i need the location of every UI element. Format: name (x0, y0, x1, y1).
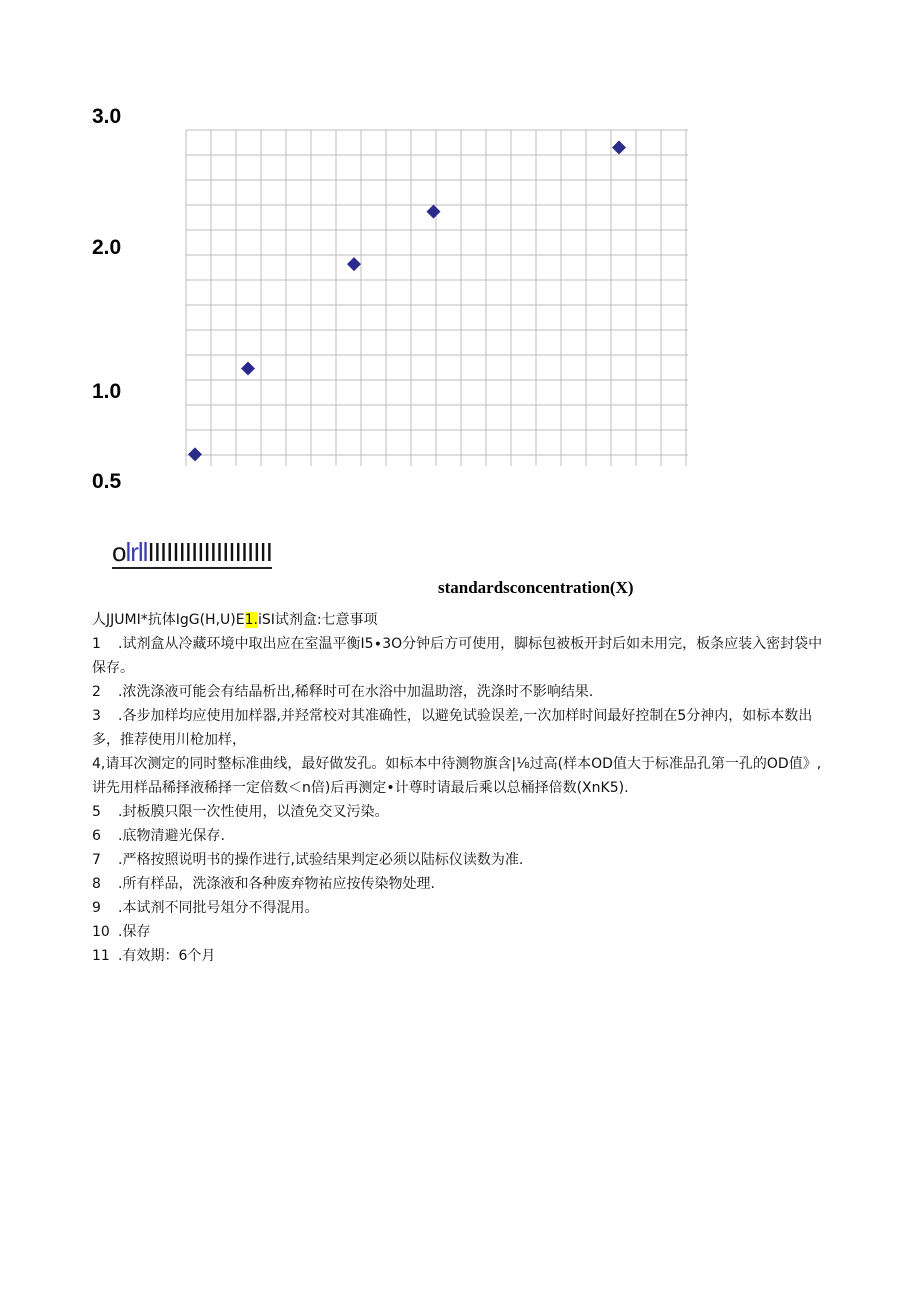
data-point-marker (612, 140, 626, 154)
notes-title-highlight: 1. (244, 612, 258, 628)
note-number: 10 (92, 924, 110, 940)
note-text: .各步加样均应使用加样器,并羟常校对其准确性，以避免试验误差,一次加样时间最好控制在5分神内，如标本数出多，推荐使用川枪加样， (92, 708, 813, 748)
data-point-marker (188, 447, 202, 461)
note-number: 11 (92, 948, 110, 964)
note-text: .浓洗涤液可能会有结晶析出,稀释时可在水浴中加温助溶，洗涤时不影响结果. (118, 684, 594, 700)
data-points (188, 140, 626, 461)
ruler-rest: IIIIIIIIIIIIIIIIIIII (147, 537, 272, 567)
note-text: .试剂盒从冷藏环境中取出应在室温平衡I5∙3O分钟后方可使用，脚标包被板开封后如未用完，板条应装入密封袋中保存。 (92, 636, 823, 676)
notes-section (92, 608, 832, 968)
notes-title (92, 608, 832, 632)
note-text: .严格按照说明书的操作进行,试验结果判定必须以陆标仪读数为准. (118, 852, 524, 868)
note-item (92, 800, 832, 824)
note-number: 6 (92, 828, 101, 844)
note-item (92, 680, 832, 704)
note-text: .封板膜只限一次性使用，以渣免交叉污染。 (118, 804, 389, 820)
note-item (92, 824, 832, 848)
chart-grid (186, 130, 688, 466)
note-number: 7 (92, 852, 101, 868)
note-item (92, 896, 832, 920)
y-tick-label: 2.0 (92, 236, 122, 259)
data-point-marker (427, 205, 441, 219)
note-item (92, 944, 832, 968)
data-point-marker (347, 257, 361, 271)
note-number: 8 (92, 876, 101, 892)
note-item (92, 872, 832, 896)
notes-title-before: 人JJUMI*抗体IgG(H,U)E (92, 612, 245, 628)
scatter-plot (0, 0, 920, 520)
ruler-prefix: o (112, 537, 126, 567)
note-item (92, 920, 832, 944)
y-tick-label: 3.0 (92, 105, 122, 128)
note-item (92, 848, 832, 872)
note-text: .保存 (118, 924, 151, 940)
note-text: .底物清避光保存. (118, 828, 225, 844)
note-item (92, 632, 832, 680)
data-point-marker (241, 362, 255, 376)
note-item (92, 752, 832, 800)
note-number: 3 (92, 708, 101, 724)
y-tick-label: 0.5 (92, 470, 122, 493)
note-text: .所有样品，洗涤液和各种废弃物祐应按传染物处理. (118, 876, 435, 892)
notes-list (92, 632, 832, 968)
note-item (92, 704, 832, 752)
note-text: 4,请耳次测定的同时整标准曲线，最好做发孔。如标本中待测物旗含|⅛过高(样本OD值大于标准品孔第一孔的OD值》,讲先用样品稀择液稀择一定倍数＜n倍)后再测定•计尊时请最后乘以总桶择倍数(XnK5). (92, 756, 822, 796)
note-number: 9 (92, 900, 101, 916)
note-number: 1 (92, 636, 101, 652)
y-tick-label: 1.0 (92, 380, 122, 403)
ruler-text (112, 537, 272, 569)
note-text: .有效期：6个月 (118, 948, 216, 964)
notes-title-after: iSI试剂盒:七意事项 (257, 612, 378, 628)
note-number: 5 (92, 804, 101, 820)
note-number: 2 (92, 684, 101, 700)
x-axis-label: standardsconcentration(X) (438, 578, 634, 597)
ruler-highlight: lrll (125, 537, 148, 567)
note-text: .本试剂不同批号俎分不得混用。 (118, 900, 319, 916)
